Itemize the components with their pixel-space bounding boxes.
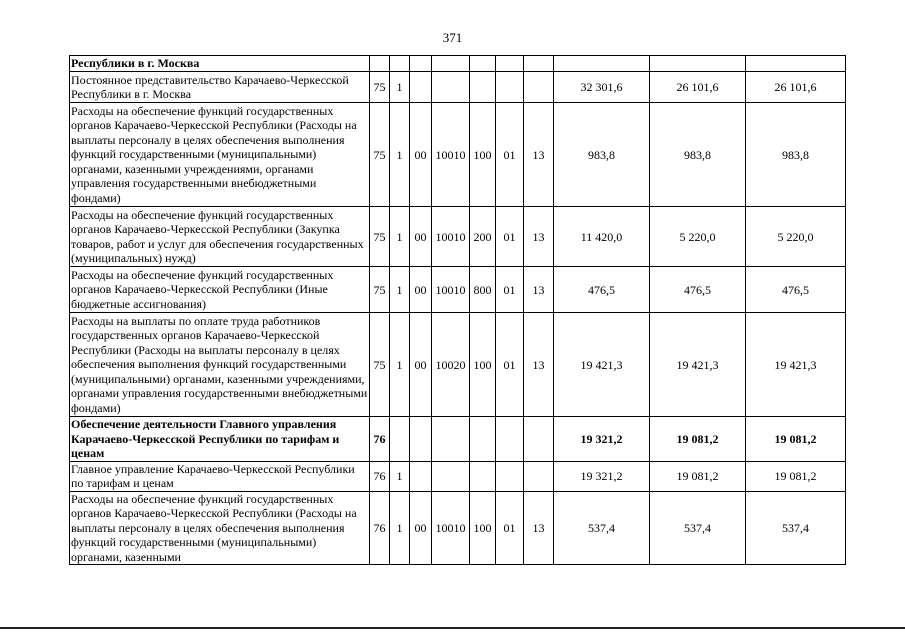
code-cell (470, 461, 496, 491)
code-cell (496, 56, 524, 72)
code-cell: 76 (370, 491, 390, 565)
code-cell: 76 (370, 461, 390, 491)
row-name-cell: Республики в г. Москва (70, 56, 370, 72)
code-cell (410, 461, 432, 491)
code-cell (410, 72, 432, 103)
code-cell (432, 417, 470, 462)
amount-cell: 11 420,0 (554, 207, 650, 267)
code-cell (470, 417, 496, 462)
table-row (70, 103, 846, 207)
code-cell: 76 (370, 417, 390, 462)
code-cell (496, 461, 524, 491)
code-cell (496, 417, 524, 462)
row-name-cell: Расходы на обеспечение функций государственных органов Карачаево-Черкесской Республики (Расходы на выплаты персоналу в целях обеспечения выполнения функций государственными (муниципальными) органами, казенными учреждениями, органами управления государственными внебюджетными фондами) (70, 103, 370, 207)
code-cell: 1 (390, 103, 410, 207)
amount-cell: 19 421,3 (554, 313, 650, 417)
code-cell: 75 (370, 207, 390, 267)
code-cell: 10010 (432, 491, 470, 565)
code-cell: 200 (470, 207, 496, 267)
amount-cell: 19 421,3 (746, 313, 846, 417)
code-cell: 800 (470, 267, 496, 313)
code-cell (470, 56, 496, 72)
code-cell: 01 (496, 491, 524, 565)
code-cell: 100 (470, 103, 496, 207)
code-cell: 00 (410, 313, 432, 417)
code-cell: 1 (390, 461, 410, 491)
amount-cell: 19 421,3 (650, 313, 746, 417)
amount-cell: 26 101,6 (746, 72, 846, 103)
code-cell (524, 56, 554, 72)
amount-cell: 19 081,2 (746, 417, 846, 462)
code-cell: 10010 (432, 103, 470, 207)
amount-cell: 19 081,2 (650, 417, 746, 462)
code-cell (410, 417, 432, 462)
amount-cell: 983,8 (746, 103, 846, 207)
table-row (70, 72, 846, 103)
table-body (70, 56, 846, 565)
code-cell: 10020 (432, 313, 470, 417)
row-name-cell: Главное управление Карачаево-Черкесской Республики по тарифам и ценам (70, 461, 370, 491)
amount-cell: 19 321,2 (554, 417, 650, 462)
code-cell: 100 (470, 313, 496, 417)
table-row (70, 417, 846, 462)
table-row (70, 313, 846, 417)
code-cell: 1 (390, 207, 410, 267)
code-cell: 1 (390, 491, 410, 565)
code-cell: 00 (410, 491, 432, 565)
page-number: 371 (442, 30, 463, 45)
code-cell (390, 56, 410, 72)
code-cell (432, 72, 470, 103)
code-cell: 13 (524, 103, 554, 207)
amount-cell: 476,5 (554, 267, 650, 313)
row-name-cell: Обеспечение деятельности Главного управления Карачаево-Черкесской Республики по тарифам и ценам (70, 417, 370, 462)
code-cell (524, 461, 554, 491)
code-cell: 75 (370, 313, 390, 417)
amount-cell: 26 101,6 (650, 72, 746, 103)
table-row (70, 267, 846, 313)
row-name-cell: Расходы на выплаты по оплате труда работников государственных органов Карачаево-Черкесской Республики (Расходы на выплаты персоналу в целях обеспечения выполнения функций государственными (муниципальными) органами, казенными учреждениями, органами управления государственными внебюджетными фондами) (70, 313, 370, 417)
amount-cell (554, 56, 650, 72)
code-cell (470, 72, 496, 103)
amount-cell: 19 081,2 (650, 461, 746, 491)
amount-cell: 5 220,0 (746, 207, 846, 267)
code-cell (410, 56, 432, 72)
amount-cell: 476,5 (746, 267, 846, 313)
code-cell: 1 (390, 72, 410, 103)
code-cell: 00 (410, 267, 432, 313)
amount-cell: 983,8 (554, 103, 650, 207)
code-cell: 13 (524, 491, 554, 565)
code-cell: 01 (496, 207, 524, 267)
code-cell: 100 (470, 491, 496, 565)
code-cell: 00 (410, 207, 432, 267)
row-name-cell: Расходы на обеспечение функций государственных органов Карачаево-Черкесской Республики (Иные бюджетные ассигнования) (70, 267, 370, 313)
code-cell: 75 (370, 103, 390, 207)
code-cell (524, 72, 554, 103)
amount-cell (746, 56, 846, 72)
code-cell: 01 (496, 103, 524, 207)
code-cell (370, 56, 390, 72)
code-cell (432, 461, 470, 491)
code-cell (496, 72, 524, 103)
code-cell: 13 (524, 267, 554, 313)
code-cell: 13 (524, 313, 554, 417)
code-cell: 10010 (432, 267, 470, 313)
amount-cell (650, 56, 746, 72)
row-name-cell: Постоянное представительство Карачаево-Черкесской Республики в г. Москва (70, 72, 370, 103)
scan-edge-line (0, 627, 905, 629)
amount-cell: 32 301,6 (554, 72, 650, 103)
code-cell: 00 (410, 103, 432, 207)
amount-cell: 476,5 (650, 267, 746, 313)
amount-cell: 537,4 (650, 491, 746, 565)
code-cell: 75 (370, 267, 390, 313)
budget-table (69, 55, 846, 565)
code-cell: 13 (524, 207, 554, 267)
code-cell (390, 417, 410, 462)
row-name-cell: Расходы на обеспечение функций государственных органов Карачаево-Черкесской Республики (Расходы на выплаты персоналу в целях обеспечения выполнения функций государственными (муниципальными) органами, казенными (70, 491, 370, 565)
table-row (70, 56, 846, 72)
amount-cell: 19 321,2 (554, 461, 650, 491)
code-cell: 1 (390, 267, 410, 313)
amount-cell: 19 081,2 (746, 461, 846, 491)
amount-cell: 5 220,0 (650, 207, 746, 267)
amount-cell: 537,4 (554, 491, 650, 565)
code-cell: 01 (496, 313, 524, 417)
amount-cell: 983,8 (650, 103, 746, 207)
table-row (70, 491, 846, 565)
code-cell: 01 (496, 267, 524, 313)
code-cell (524, 417, 554, 462)
code-cell: 75 (370, 72, 390, 103)
table-row (70, 207, 846, 267)
code-cell (432, 56, 470, 72)
amount-cell: 537,4 (746, 491, 846, 565)
code-cell: 1 (390, 313, 410, 417)
table-row (70, 461, 846, 491)
code-cell: 10010 (432, 207, 470, 267)
row-name-cell: Расходы на обеспечение функций государственных органов Карачаево-Черкесской Республики (Закупка товаров, работ и услуг для обеспечения государственных (муниципальных) нужд) (70, 207, 370, 267)
